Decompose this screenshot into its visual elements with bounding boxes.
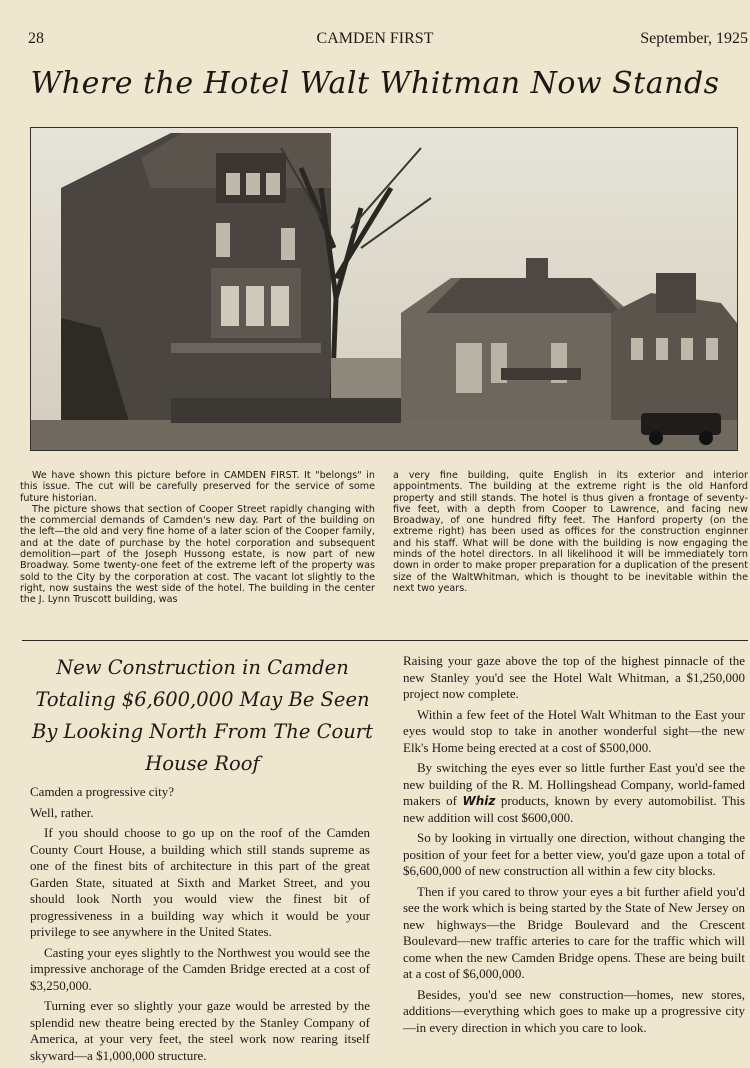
article-left-column	[30, 784, 370, 1068]
article-paragraph	[403, 760, 745, 826]
article-paragraph: Then if you cared to throw your eyes a bit further afield you'd see the work which is being started by the State of New Jersey on new highways—the Bridge Boulevard and the Crescent Boulevard—new traffic arteries to care for the traffic which will come when the new Camden Bridge opens. These are being built at a cost of $6,000,000.	[403, 883, 745, 981]
caption-left-column	[20, 470, 375, 606]
page-number: 28	[28, 30, 44, 47]
caption-paragraph: a very fine building, quite English in its exterior and interior appointments. The building at the extreme right is the old Hanford property and still stands. The hotel is thus given a frontage of seventy-five feet, with a depth from Cooper to Lawrence, and facing new Broadway, of one hundred fifty feet. The Hanford property (on the extreme right) has been used as offices for the construction enginner and his staff. What will be done with the building is now engaging the minds of the hotel directors. In all likelihood it will be immediately torn down in order to make proper preparation for a duplication of the present size of the WaltWhitman, which is thought to be inevitable within the next two years.	[393, 470, 748, 594]
whiz-brand-name: Whiz	[462, 794, 496, 808]
article-paragraph: Besides, you'd see new construction—homes, new stores, additions—everything which goes to make up a progressive city—in every direction in which you care to look.	[403, 986, 745, 1035]
paragraph-text: By switching the eyes ever so little further East you'd see the new building of the R. M. Hollingshead Company, world-famed makers of	[403, 760, 745, 808]
photo-caption	[20, 470, 748, 606]
article-paragraph: Turning ever so slightly your gaze would be arrested by the splendid new theatre being erected by the Stanley Company of America, at your very feet, the steel work now rearing itself skyward—a $1,000,000 structure.	[30, 998, 370, 1063]
article-paragraph: Raising your gaze above the top of the highest pinnacle of the new Stanley you'd see the Hotel Walt Whitman, a $1,250,000 project now complete.	[403, 653, 745, 701]
publication-name: CAMDEN FIRST	[316, 30, 434, 47]
article-paragraph: Well, rather.	[30, 804, 94, 820]
street-photo-illustration	[31, 128, 737, 450]
main-title: Where the Hotel Walt Whitman Now Stands	[30, 66, 720, 101]
paragraph-text: products, known by every automobilist. This new addition will cost $600,000.	[403, 793, 746, 825]
article-title: New Construction in Camden Totaling $6,600,000 May Be Seen By Looking North From The Court House Roof	[32, 656, 373, 775]
article-paragraph: If you should choose to go up on the roof of the Camden County Court House, a building which still stands supreme as one of the finest bits of architecture in this part of the great Garden State, situated at Sixth and Market Street, and you should look North you would view the finest bit of progressiveness in a building way which it would be your privilege to see anywhere in the United States.	[30, 825, 370, 939]
article-paragraph: So by looking in virtually one direction, without changing the position of your feet for a better view, you'd gaze upon a total of $6,600,000 of new construction all within a few city blocks.	[403, 830, 745, 878]
caption-paragraph: The picture shows that section of Cooper Street rapidly changing with the commercial demands of Camden's new day. Part of the building on the left—the old and very fine home of a later scion of the Cooper family, and at the date of purchase by the hotel corporation and subsequent demolition—part of the Joseph Hussong estate, is now part of new Broadway. Some twenty-one feet of the extreme left of the property was sold to the City by the corporation at cost. The vacant lot slightly to the right, now sustains the west side of the hotel. The building in the center the J. Lynn Truscott building, was	[20, 503, 375, 606]
street-photograph	[30, 127, 738, 451]
caption-right-column	[393, 470, 748, 606]
caption-paragraph: We have shown this picture before in CAMDEN FIRST. It "belongs" in this issue. The cut will be carefully preserved for the service of some future historian.	[20, 470, 375, 504]
article-right-column	[403, 653, 745, 1040]
section-divider	[22, 640, 748, 641]
article-paragraph: Casting your eyes slightly to the Northwest you would see the impressive anchorage of the Camden Bridge erected at a cost of $3,250,000.	[30, 944, 370, 993]
article-paragraph: Camden a progressive city?	[30, 784, 175, 799]
issue-date: September, 1925	[640, 30, 748, 47]
article-paragraph: Within a few feet of the Hotel Walt Whitman to the East your eyes would stop to take in another wonderful sight—the new Elk's Home being erected at a cost of $500,000.	[403, 706, 745, 755]
